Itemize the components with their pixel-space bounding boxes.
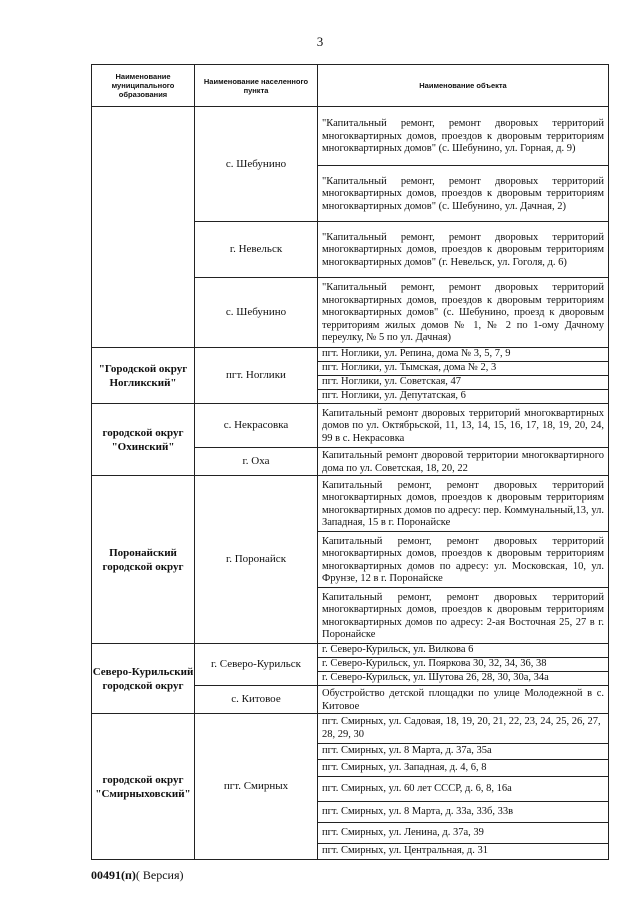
objects-table — [91, 64, 609, 860]
object-cell: "Капитальный ремонт, ремонт дворовых территорий многоквартирных домов, проездов к дворовым территориям многоквартирных домов" (с. Шебунино, ул. Горная, д. 9) — [318, 107, 609, 166]
settlement-shebunino-2: с. Шебунино — [195, 278, 318, 348]
table-row — [92, 404, 609, 448]
object-cell: г. Северо-Курильск, ул. Вилкова 6 — [318, 644, 609, 658]
settlement-nogliki: пгт. Ноглики — [195, 348, 318, 404]
object-cell: Капитальный ремонт дворовой территории многоквартирного дома по ул. Советская, 18, 20, 22 — [318, 448, 609, 476]
settlement-severo-kurilsk: г. Северо-Курильск — [195, 644, 318, 686]
object-cell: г. Северо-Курильск, ул. Пояркова 30, 32, 34, 36, 38 — [318, 658, 609, 672]
object-cell: пгт. Смирных, ул. 60 лет СССР, д. 6, 8, 16а — [318, 777, 609, 802]
object-cell: пгт. Ноглики, ул. Репина, дома № 3, 5, 7, 9 — [318, 348, 609, 362]
municipality-cell-empty — [92, 107, 195, 348]
settlement-nekrasovka: с. Некрасовка — [195, 404, 318, 448]
object-cell: пгт. Смирных, ул. 8 Марта, д. 37а, 35а — [318, 744, 609, 760]
object-cell: "Капитальный ремонт, ремонт дворовых территорий многоквартирных домов, проездов к дворовым территориям многоквартирных домов" (с. Шебунино, проезд к дворовым территориям жилых домов № 1, № 2 по 1-ому Дачному переулку, № 5 по ул. Дачная) — [318, 278, 609, 348]
object-cell: г. Северо-Курильск, ул. Шутова 26, 28, 30, 30а, 34а — [318, 672, 609, 686]
object-cell: Капитальный ремонт, ремонт дворовых территорий многоквартирных домов, проездов к дворовым территориям многоквартирных домов по адресу: ул. Московская, 10, ул. Фрунзе, 12 в г. Поронайске — [318, 532, 609, 588]
table-row — [92, 107, 609, 166]
settlement-smirnykh: пгт. Смирных — [195, 714, 318, 860]
object-cell: пгт. Смирных, ул. Западная, д. 4, 6, 8 — [318, 760, 609, 777]
table-header-row — [92, 65, 609, 107]
header-municipality: Наименование муниципального образования — [92, 65, 195, 107]
table-row — [92, 476, 609, 532]
object-cell: пгт. Смирных, ул. 8 Марта, д. 33а, 33б, 33в — [318, 802, 609, 823]
object-cell: пгт. Ноглики, ул. Депутатская, 6 — [318, 390, 609, 404]
municipality-okha: городской округ "Охинский" — [92, 404, 195, 476]
table-row — [92, 714, 609, 744]
municipality-smirnykh: городской округ "Смирныховский" — [92, 714, 195, 860]
object-cell: пгт. Смирных, ул. Ленина, д. 37а, 39 — [318, 823, 609, 844]
object-cell: Обустройство детской площадки по улице Молодежной в с. Китовое — [318, 686, 609, 714]
object-cell: пгт. Смирных, ул. Садовая, 18, 19, 20, 21, 22, 23, 24, 25, 26, 27, 28, 29, 30 — [318, 714, 609, 744]
municipality-nogliki: "Городской округ Ногликский" — [92, 348, 195, 404]
object-cell: "Капитальный ремонт, ремонт дворовых территорий многоквартирных домов, проездов к дворовым территориям многоквартирных домов" (с. Шебунино, ул. Дачная, 2) — [318, 166, 609, 222]
object-cell: пгт. Смирных, ул. Центральная, д. 31 — [318, 844, 609, 860]
municipality-poronaysk: Поронайский городской округ — [92, 476, 195, 644]
object-cell: "Капитальный ремонт, ремонт дворовых территорий многоквартирных домов, проездов к дворовым территориям многоквартирных домов" (г. Невельск, ул. Гоголя, д. 6) — [318, 222, 609, 278]
document-version: ( Версия) — [135, 868, 184, 882]
table-row — [92, 644, 609, 658]
object-cell: Капитальный ремонт дворовых территорий многоквартирных домов по ул. Октябрьской, 11, 13, 14, 15, 16, 17, 18, 19, 20, 24, 99 в с. Некрасовка — [318, 404, 609, 448]
page-number: 3 — [316, 34, 324, 49]
object-cell: пгт. Ноглики, ул. Тымская, дома № 2, 3 — [318, 362, 609, 376]
municipality-severo-kurilsk: Северо-Курильский городской округ — [92, 644, 195, 714]
table-row — [92, 348, 609, 362]
settlement-nevelsk: г. Невельск — [195, 222, 318, 278]
settlement-kitovoe: с. Китовое — [195, 686, 318, 714]
settlement-shebunino: с. Шебунино — [195, 107, 318, 222]
settlement-okha: г. Оха — [195, 448, 318, 476]
document-footer — [91, 868, 184, 883]
settlement-poronaysk: г. Поронайск — [195, 476, 318, 644]
object-cell: пгт. Ноглики, ул. Советская, 47 — [318, 376, 609, 390]
header-settlement: Наименование населенного пункта — [195, 65, 318, 107]
object-cell: Капитальный ремонт, ремонт дворовых территорий многоквартирных домов, проездов к дворовым территориям многоквартирных домов по адресу: пер. Коммунальный,13, ул. Западная, 15 в г. Поронайске — [318, 476, 609, 532]
header-object: Наименование объекта — [318, 65, 609, 107]
object-cell: Капитальный ремонт, ремонт дворовых территорий многоквартирных домов, проездов к дворовым территориям многоквартирных домов по адресу: 2-ая Восточная 25, 27 в г. Поронайске — [318, 588, 609, 644]
document-code: 00491(п) — [91, 868, 136, 882]
